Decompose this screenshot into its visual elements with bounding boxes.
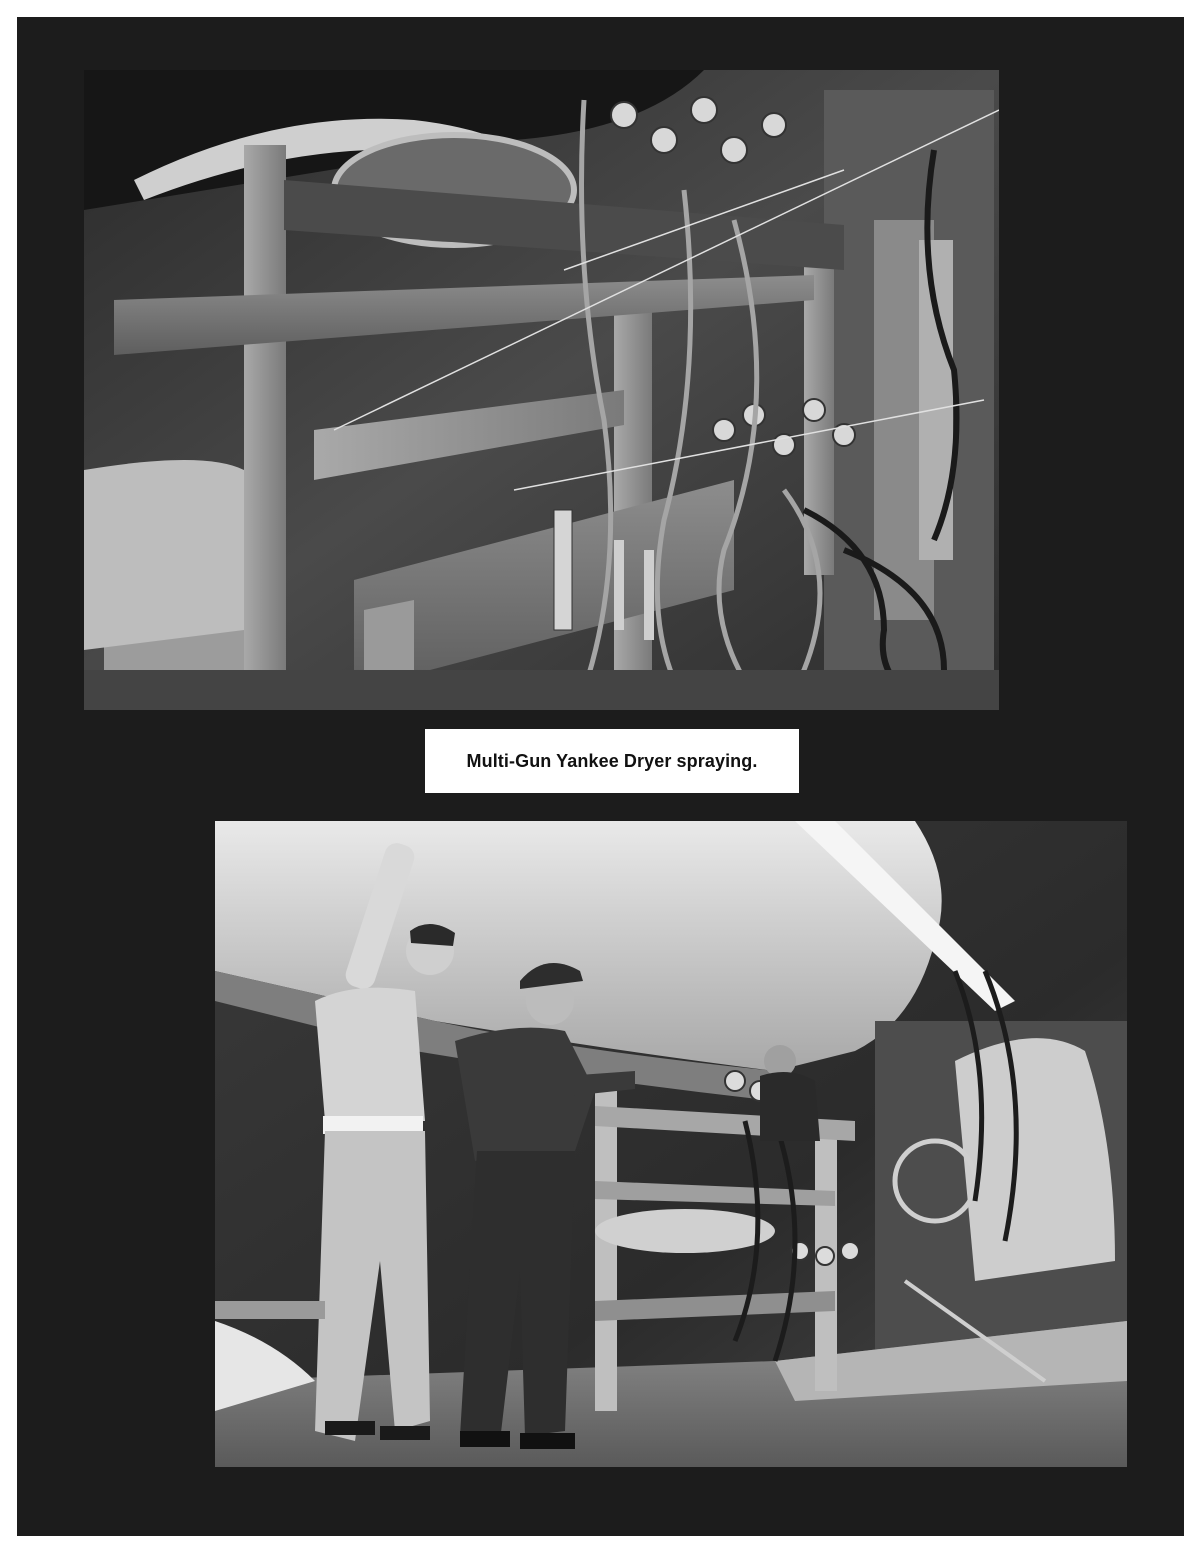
caption-card (425, 729, 799, 793)
photo-workers-at-spray-rack-image (215, 821, 1127, 1467)
caption-text: Multi-Gun Yankee Dryer spraying. (466, 750, 758, 771)
photo-workers-at-spray-rack (215, 821, 1127, 1467)
photo-spray-rack-closeup (84, 70, 999, 710)
photo-spray-rack-closeup-image (84, 70, 999, 710)
photo-mount-board (17, 17, 1184, 1536)
